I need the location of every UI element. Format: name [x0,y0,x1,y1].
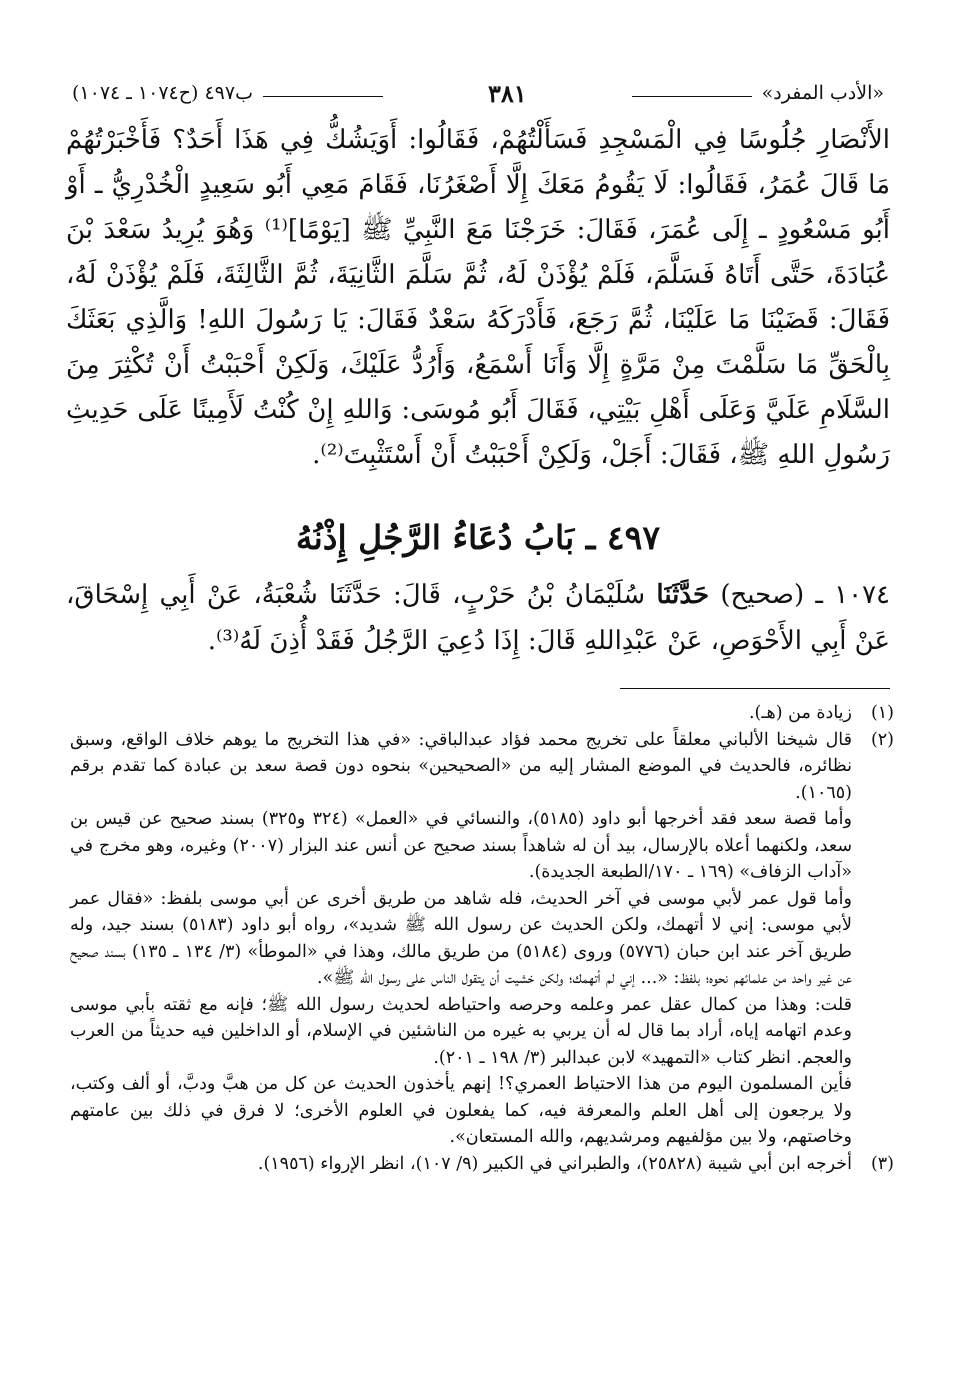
footnote-1 [70,700,894,727]
footnotes [70,700,894,1177]
running-header [72,76,884,110]
footnote-paragraph: قال شيخنا الألباني معلقاً على تخريج محمد فؤاد عبدالباقي: «في هذا التخريج ما يوهم خلاف الواقع، وسبق نظائره، فالحديث في الموضع المشار إليه من «الصحيحين» بنحوه دون قصة سعد بن عبادة كما تقدم برقم (١٠٦٥). [70,729,852,803]
footnote-paragraph: قلت: وهذا من كمال عقل عمر وعلمه وحرصه واحتياطه لحديث رسول الله ﷺ؛ فإنه مع ثقته بأبي موسى وعدم اتهامه إياه، أراد بما قال له أن يربي به غيره من الناشئين في الإسلام، أو الداخلين فيه حديثاً من العرب والعجم. انظر كتاب «التمهيد» لابن عبدالبر (٣/ ١٩٨ ـ ٢٠١). [70,994,852,1068]
footnote-body [70,727,852,1151]
footnote-paragraph: أخرجه ابن أبي شيبة (٢٥٨٢٨)، والطبراني في الكبير (٩/ ١٠٧)، انظر الإرواء (١٩٥٦). [257,1153,852,1174]
footnote-divider [620,688,890,689]
hadith-haddathana: حَدَّثَنَا [656,580,710,610]
book-title: «الأدب المفرد» [761,82,884,104]
hadith-text [66,572,890,664]
footnote-paragraph: وأما قصة سعد فقد أخرجها أبو داود (٥١٨٥)، والنسائي في «العمل» (٣٢٤ و٣٢٥) بسند صحيح عن قيس بن سعد، ولكنهما أعلاه بالإرسال، بيد أن له شاهداً بسند صحيح عن أنس عند البزار (٢٠٠٧) وغيره، وهو مخرج في «آداب الزفاف» (١٦٩ ـ ١٧٠/الطبعة الجديدة). [70,809,852,882]
footnote-number: (١) [870,703,894,723]
footnote-3 [70,1151,894,1178]
chapter-heading: ٤٩٧ ـ بَابُ دُعَاءُ الرَّجُلِ إِذْنُهُ [295,518,661,557]
footnote-number: (٢) [870,729,894,750]
header-title-group [632,82,884,104]
hadith-number: ١٠٧٤ ـ (صحيح) [720,580,891,610]
section-reference: ب٤٩٧ (ح١٠٧٤ ـ ١٠٧٤) [72,82,253,104]
footnote-paragraph: وأما قول عمر لأبي موسى في آخر الحديث، فله شاهد من طريق أخرى عن أبي موسى بلفظ: «فقال عمر لأبي موسى: إني لا أتهمك، ولكن الحديث عن رسول الله ﷺ شديد»، رواه أبو داود (٥١٨٣) بسند جيد، وله طريق آخر عند ابن حبان (٥٧٧٦) وروى (٥١٨٤) من طريق مالك، وهذا في «الموطأ» (٣/ ١٣٤ ـ ١٣٥) بسند صحيح عن غير واحد من علمائهم نحوه؛ بلفظ: «... إني لم أتهمك؛ ولكن خشيت أن يتقول الناس على رسول الله ﷺ». [70,888,852,988]
footnote-number: (٣) [870,1153,894,1174]
footnote-body [70,700,852,727]
page-number: ٣٨١ [487,78,527,108]
main-text: الأَنْصَارِ جُلُوسًا فِي الْمَسْجِدِ فَسَأَلْتُهُمْ، فَقَالُوا: أَوَيَشُكُّ فِي هَذَا أَحَدٌ؟ فَأَخْبَرْتُهُمْ مَا قَالَ عُمَرُ، فَقَالُوا: لَا يَقُومُ مَعَكَ إِلَّا أَصْغَرُنَا، فَقَامَ مَعِي أَبُو سَعِيدٍ الْخُدْرِيُّ ـ أَوْ أَبُو مَسْعُودٍ ـ إِلَى عُمَرَ، فَقَالَ: خَرَجْنَا مَعَ النَّبِيِّ ﷺ [يَوْمًا]⁽¹⁾ وَهُوَ يُرِيدُ سَعْدَ بْنَ عُبَادَةَ، حَتَّى أَتَاهُ فَسَلَّمَ، فَلَمْ يُؤْذَنْ لَهُ، ثُمَّ سَلَّمَ الثَّانِيَةَ، ثُمَّ الثَّالِثَةَ، فَلَمْ يُؤْذَنْ لَهُ، فَقَالَ: قَضَيْنَا مَا عَلَيْنَا، ثُمَّ رَجَعَ، فَأَدْرَكَهُ سَعْدٌ فَقَالَ: يَا رَسُولَ اللهِ! وَالَّذِي بَعَثَكَ بِالْحَقِّ مَا سَلَّمْتَ مِنْ مَرَّةٍ إِلَّا وَأَنَا أَسْمَعُ، وَأَرُدُّ عَلَيْكَ، وَلَكِنْ أَحْبَبْتُ أَنْ تُكْثِرَ مِنَ السَّلَامِ عَلَيَّ وَعَلَى أَهْلِ بَيْتِي، فَقَالَ أَبُو مُوسَى: وَاللهِ إِنْ كُنْتُ لَأَمِينًا عَلَى حَدِيثِ رَسُولِ اللهِ ﷺ، فَقَالَ: أَجَلْ، وَلَكِنْ أَحْبَبْتُ أَنْ أَسْتَثْبِتَ⁽²⁾. [66,125,890,470]
footnote-paragraph: زيادة من (هـ). [748,703,852,723]
footnote-paragraph: فأين المسلمون اليوم من هذا الاحتياط العمري؟! إنهم يأخذون الحديث عن كل من هبَّ ودبَّ، أو ألف وكتب، ولا يرجعون إلى أهل العلم والمعرفة فيه، كما يفعلون في العلوم الأخرى؛ لا فرق في ذلك بين عامتهم وخاصتهم، ولا بين مؤلفيهم ومرشديهم، والله المستعان». [70,1074,852,1147]
header-rule-left [263,96,383,97]
hadith-body: سُلَيْمَانُ بْنُ حَرْبٍ، قَالَ: حَدَّثَنَا شُعْبَةُ، عَنْ أَبِي إِسْحَاقَ، عَنْ أَبِي الأَحْوَصِ، عَنْ عَبْدِاللهِ قَالَ: إِذَا دُعِيَ الرَّجُلُ فَقَدْ أُذِنَ لَهُ⁽³⁾. [66,580,890,656]
footnote-2 [70,727,894,1151]
header-ref-group [72,82,383,104]
header-rule-right [632,96,752,97]
footnote-body [70,1151,852,1178]
